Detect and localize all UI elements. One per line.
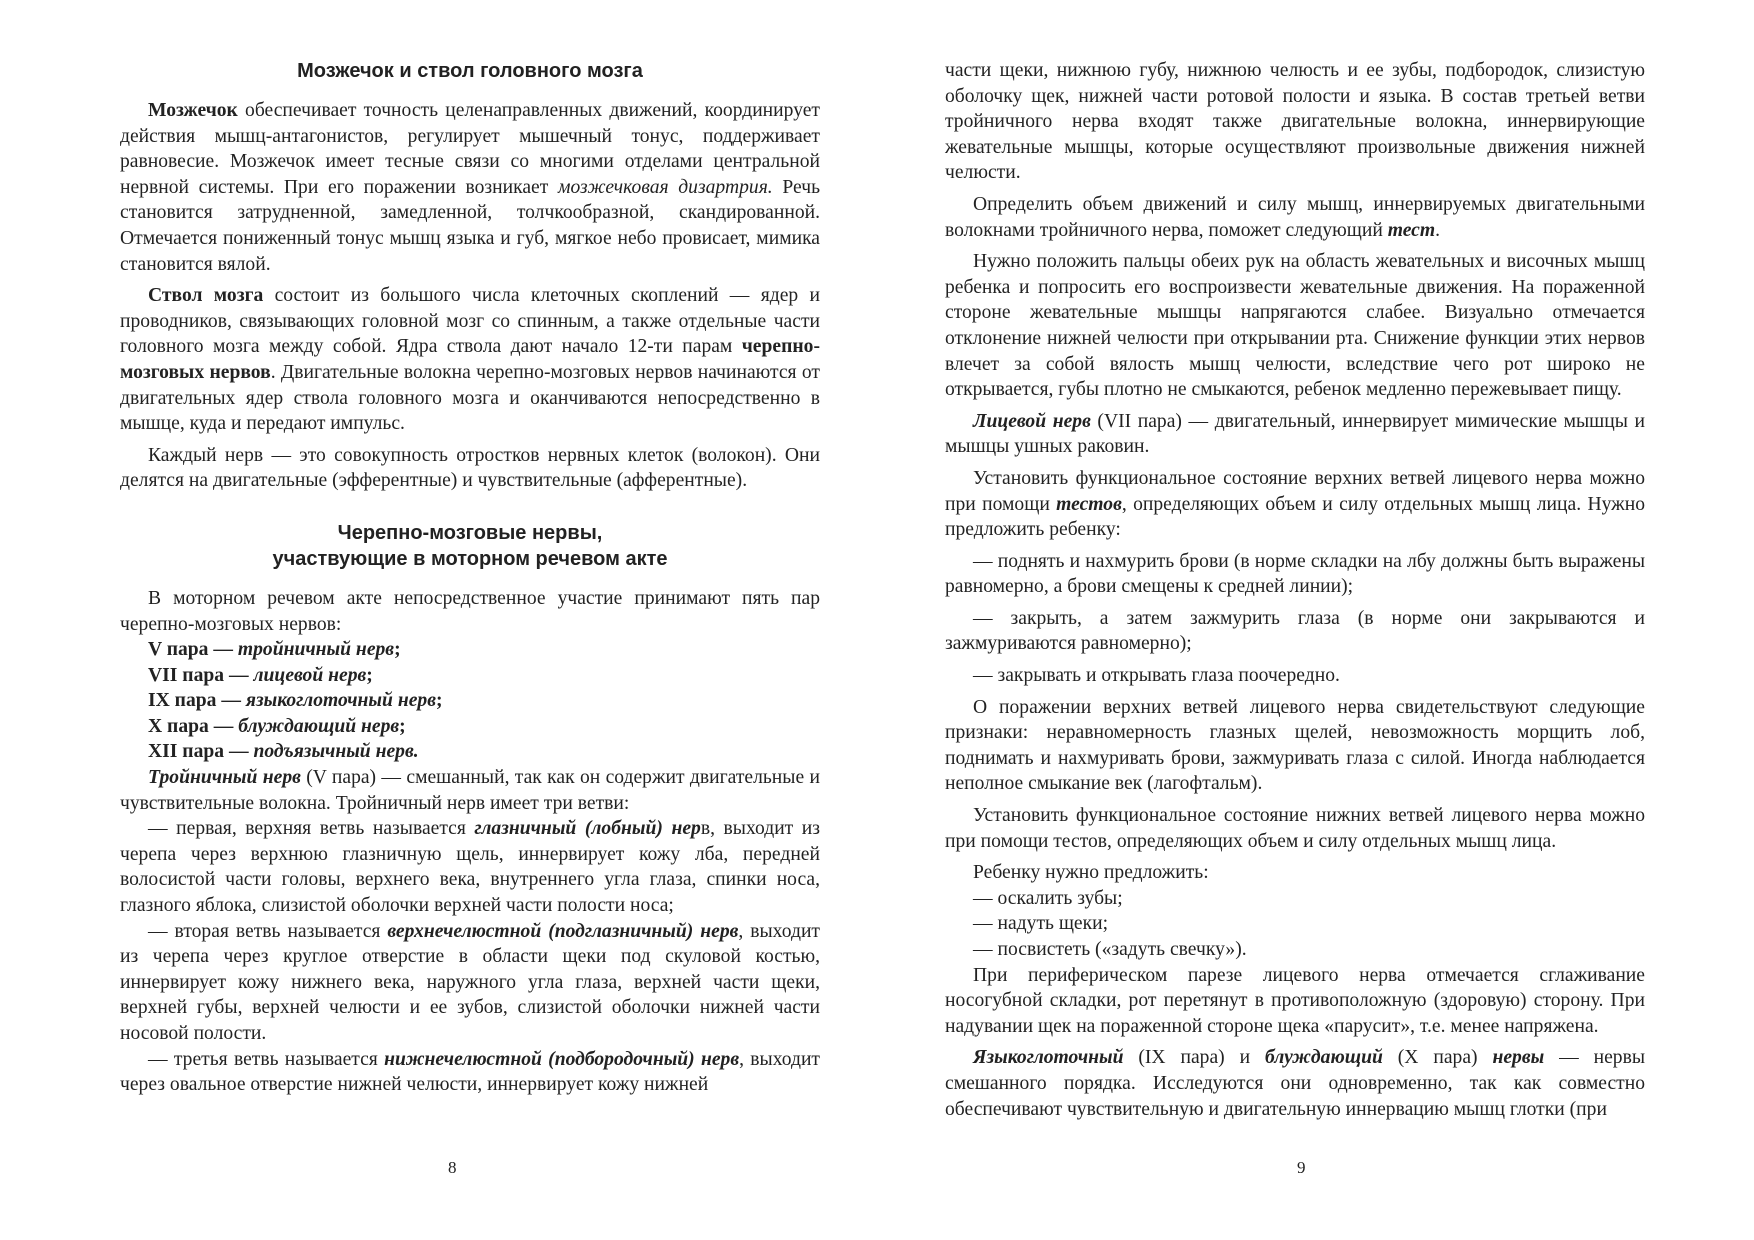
paragraph-suggest: Ребенку нужно предложить: xyxy=(973,862,1209,884)
paragraph-glossopharyngeal: Языкоглоточный (IX пара) и блуждающий (X пара) нервы — нервы смешанного порядка. Исследуются они одновременно, так как совместно обеспечивают чувствительную и двигательную иннервацию мышц глотки (при xyxy=(945,1047,1645,1120)
section-heading: Мозжечок и ствол головного мозга xyxy=(297,60,643,82)
paragraph-nerve: Каждый нерв — это совокупность отростков нервных клеток (волокон). Они делятся на двигательные (эфферентные) и чувствительные (афферентные). xyxy=(120,444,820,492)
list-item: — закрывать и открывать глаза поочередно. xyxy=(973,665,1340,687)
right-page xyxy=(945,58,1645,1122)
list-item: — надуть щеки; xyxy=(973,913,1109,935)
term-bold-italic: Тройничный нерв xyxy=(148,767,301,789)
left-page xyxy=(120,58,820,1098)
paragraph-trigeminal: Тройничный нерв (V пара) — смешанный, так как он содержит двигательные и чувствительные волокна. Тройничный нерв имеет три ветви: xyxy=(120,767,820,814)
paragraph-brainstem: Ствол мозга состоит из большого числа клеточных скоплений — ядер и проводников, связывающих головной мозг со спинным, а также отдельные части головного мозга между собой. Ядра ствола дают начало 12-ти парам черепно-мозговых нервов. Двигательные волокна черепно-мозговых нервов начинаются от двигательных ядер ствола головного мозга и оканчиваются непосредственно в мышце, куда и передают импульс. xyxy=(120,285,820,435)
term-bold-italic: глазничный (лобный) нер xyxy=(474,818,701,840)
nerve-pair-item: X пара — блуждающий нерв; xyxy=(148,715,406,737)
term-bold-italic: Языкоглоточный xyxy=(973,1047,1124,1069)
paragraph-lower-branches: Установить функциональное состояние нижних ветвей лицевого нерва можно при помощи тестов, определяющих объем и силу отдельных мышц лица. xyxy=(945,805,1645,852)
paragraph-test-intro: Определить объем движений и силу мышц, иннервируемых двигательными волокнами тройничного нерва, поможет следующий тест. xyxy=(945,193,1645,241)
term-bold: Мозжечок xyxy=(148,100,238,121)
paragraph-upper-signs: О поражении верхних ветвей лицевого нерва свидетельствуют следующие признаки: неравномерность глазных щелей, невозможность морщить лоб, поднимать и нахмуривать брови, зажмуривать глаза с силой. Иногда наблюдается неполное смыкание век (лагофтальм). xyxy=(945,696,1645,795)
paragraph-intro: В моторном речевом акте непосредственное участие принимают пять пар черепно-мозговых нервов: xyxy=(120,587,820,635)
paragraph-branch-2: — вторая ветвь называется верхнечелюстной (подглазничный) нерв, выходит из черепа через круглое отверстие в области щеки под скуловой костью, иннервирует кожу нижнего века, наружного угла глаза, верхней части щеки, верхней губы, верхней челюсти и ее зубов, слизистой оболочки нижней части носовой полости. xyxy=(120,920,820,1044)
paragraph-chewing-test: Нужно положить пальцы обеих рук на область жевательных и височных мышц ребенка и попросить его воспроизвести жевательные движения. На пораженной стороне жевательные мышцы напрягаются слабее. Визуально отмечается отклонение нижней челюсти при открывании рта. Снижение функции этих нервов влечет за собой вялость мышц челюсти, вследствие чего рот широко не открывается, губы плотно не смыкаются, ребенок медленно пережевывает пищу. xyxy=(945,251,1645,401)
term-italic: мозжечковая дизартрия. xyxy=(557,176,773,198)
nerve-pair-item: IX пара — языкоглоточный нерв; xyxy=(148,690,443,712)
page-number-right: 9 xyxy=(1297,1158,1306,1177)
term-bold-italic: нервы xyxy=(1492,1047,1545,1069)
paragraph-branch-1: — первая, верхняя ветвь называется глазничный (лобный) нерв, выходит из черепа через верхнюю глазничную щель, иннервирует кожу лба, передней волосистой части головы, верхнего века, внутреннего угла глаза, спинки носа, глазного яблока, слизистой оболочки верхней части полости носа; xyxy=(120,818,821,917)
paragraph-paresis: При периферическом парезе лицевого нерва отмечается сглаживание носогубной складки, рот перетянут в противоположную (здоровую) сторону. При надувании щек на пораженной стороне щека «парусит», т.е. менее напряжена. xyxy=(945,964,1645,1037)
paragraph-facial-nerve: Лицевой нерв (VII пара) — двигательный, иннервирует мимические мышцы и мышцы ушных раковин. xyxy=(945,410,1645,458)
list-item: — посвистеть («задуть свечку»). xyxy=(973,939,1247,960)
page-number-left: 8 xyxy=(448,1158,457,1177)
list-item: — оскалить зубы; xyxy=(973,887,1123,909)
paragraph-continuation: части щеки, нижнюю губу, нижнюю челюсть и ее зубы, подбородок, слизистую оболочку щек, нижней части ротовой полости и языка. В состав третьей ветви тройничного нерва входят также двигательные волокна, иннервирующие жевательные мышцы, которые осуществляют произвольные движения нижней челюсти. xyxy=(945,60,1645,184)
term-bold-italic: нижнечелюстной (подбородочный) нерв xyxy=(384,1048,740,1070)
term-bold-italic: тест xyxy=(1387,219,1436,241)
section-heading: Черепно-мозговые нервы, участвующие в моторном речевом акте xyxy=(272,521,668,570)
term-bold-italic: Лицевой нерв xyxy=(973,410,1091,432)
list-item: — закрыть, а затем зажмурить глаза (в норме они закрываются и зажмуриваются равномерно); xyxy=(945,607,1645,655)
nerve-pair-item: V пара — тройничный нерв; xyxy=(148,639,401,661)
paragraph-branch-3: — третья ветвь называется нижнечелюстной (подбородочный) нерв, выходит через овальное отверстие нижней челюсти, иннервирует кожу нижней xyxy=(120,1048,820,1096)
paragraph-cerebellum: Мозжечок обеспечивает точность целенаправленных движений, координирует действия мышц-антагонистов, регулирует мышечный тонус, поддерживает равновесие. Мозжечок имеет тесные связи со многими отделами центральной нервной системы. При его поражении возникает мозжечковая дизартрия. Речь становится затрудненной, замедленной, толчкообразной, скандированной. Отмечается пониженный тонус мышц языка и губ, мягкое небо провисает, мимика становится вялой. xyxy=(120,100,820,275)
nerve-pair-item: VII пара — лицевой нерв; xyxy=(148,664,373,686)
nerve-pair-item: XII пара — подъязычный нерв. xyxy=(148,741,419,763)
term-bold-italic: верхнечелюстной (подглазничный) нерв xyxy=(387,920,739,942)
paragraph-upper-branches: Установить функциональное состояние верхних ветвей лицевого нерва можно при помощи тестов, определяющих объем и силу отдельных мышц лица. Нужно предложить ребенку: xyxy=(945,467,1645,541)
list-item: — поднять и нахмурить брови (в норме складки на лбу должны быть выражены равномерно, а брови смещены к средней линии); xyxy=(945,550,1645,598)
term-bold: Ствол мозга xyxy=(148,285,264,307)
term-bold-italic: блуждающий xyxy=(1264,1047,1383,1069)
term-bold: черепно-мозговых нервов xyxy=(120,336,820,383)
term-bold-italic: тестов xyxy=(1056,493,1122,515)
